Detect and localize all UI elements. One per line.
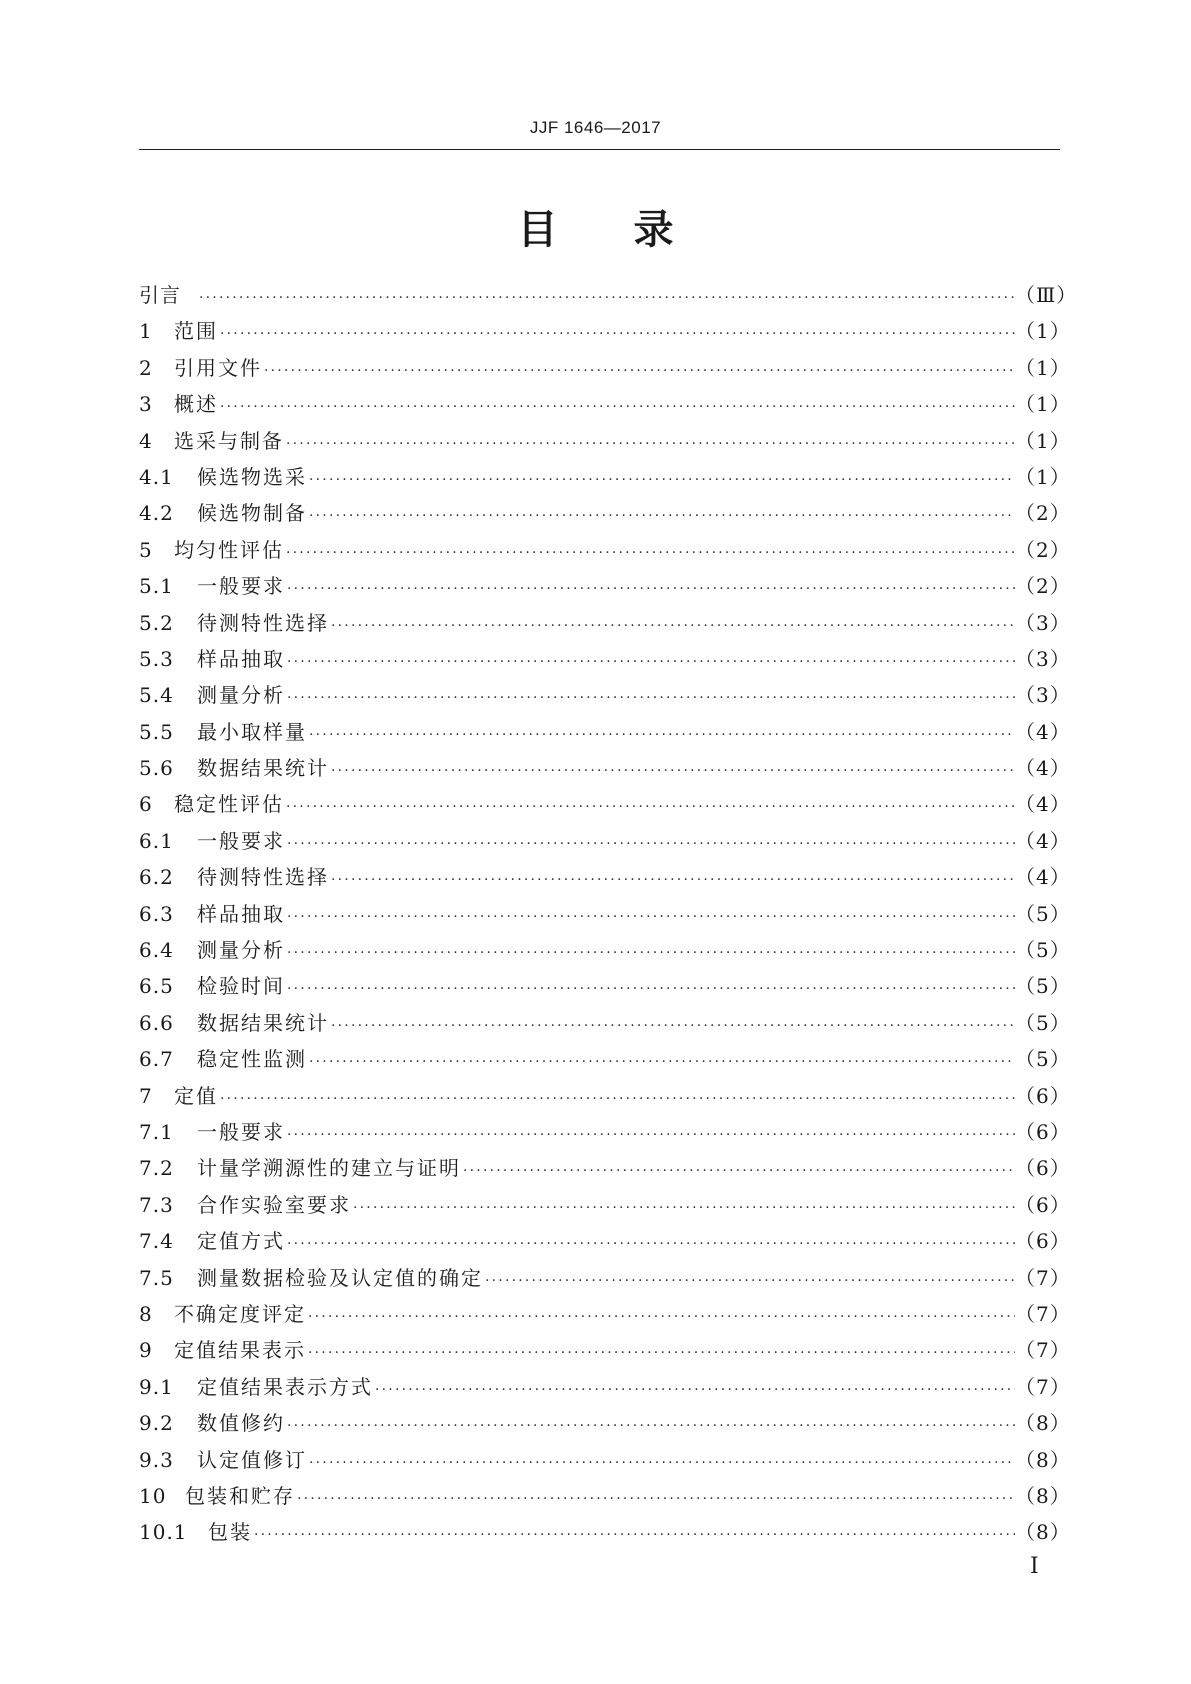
toc-entry-number: 6.3 [139, 901, 174, 926]
toc-entry[interactable] [139, 752, 1071, 788]
toc-entry-number: 5 [139, 537, 153, 562]
toc-leader-dots [285, 581, 1015, 597]
toc-entry[interactable] [139, 898, 1071, 934]
toc-entry-number: 6.4 [139, 938, 174, 963]
header-divider [139, 149, 1060, 150]
toc-leader-dots [284, 799, 1015, 815]
toc-entry-title: 概述 [174, 392, 218, 417]
toc-entry-page: （6） [1015, 1192, 1071, 1217]
toc-leader-dots [197, 290, 1015, 306]
toc-entry-number: 4.2 [139, 501, 174, 526]
toc-entry[interactable] [139, 607, 1071, 643]
toc-leader-dots [461, 1163, 1015, 1179]
toc-leader-dots [306, 1309, 1015, 1325]
toc-leader-dots [307, 1054, 1015, 1070]
toc-entry[interactable] [139, 934, 1071, 970]
toc-entry-page: （1） [1015, 355, 1071, 380]
toc-entry-page: （5） [1015, 938, 1071, 963]
toc-entry-number: 5.5 [139, 719, 174, 744]
toc-entry[interactable] [139, 1516, 1071, 1552]
toc-entry-page: （8） [1015, 1520, 1071, 1545]
toc-entry-title: 一般要求 [197, 574, 285, 599]
toc-entry[interactable] [139, 679, 1071, 715]
toc-entry[interactable] [139, 970, 1071, 1006]
page-title: 目录 [517, 207, 750, 253]
toc-entry-page: （2） [1015, 501, 1071, 526]
toc-entry[interactable] [139, 1225, 1071, 1261]
toc-leader-dots [218, 326, 1015, 342]
toc-entry[interactable] [139, 1080, 1071, 1116]
toc-entry-title: 待测特性选择 [197, 610, 329, 635]
toc-entry-number: 1 [139, 319, 153, 344]
toc-leader-dots [218, 1091, 1015, 1107]
toc-entry[interactable] [139, 1298, 1071, 1334]
toc-entry-number: 7.5 [139, 1265, 174, 1290]
toc-entry[interactable] [139, 1262, 1071, 1298]
toc-entry-page: （1） [1015, 428, 1071, 453]
toc-entry[interactable] [139, 643, 1071, 679]
toc-entry[interactable] [139, 1334, 1071, 1370]
toc-entry-number: 7 [139, 1083, 153, 1108]
toc-entry-title: 计量学溯源性的建立与证明 [197, 1156, 461, 1181]
toc-entry-page: （3） [1015, 646, 1071, 671]
toc-entry[interactable] [139, 861, 1071, 897]
toc-entry-number: 10 [139, 1483, 167, 1508]
toc-entry[interactable] [139, 497, 1071, 533]
toc-entry-number: 4.1 [139, 464, 174, 489]
toc-leader-dots [306, 1345, 1015, 1361]
toc-leader-dots [483, 1273, 1015, 1289]
toc-entry-number: 4 [139, 428, 153, 453]
toc-entry-page: （7） [1015, 1338, 1071, 1363]
toc-entry-page: （7） [1015, 1301, 1071, 1326]
toc-entry-title: 均匀性评估 [174, 537, 284, 562]
toc-entry-page: （3） [1015, 683, 1071, 708]
toc-entry-title: 稳定性评估 [174, 792, 284, 817]
toc-entry[interactable] [139, 1116, 1071, 1152]
toc-leader-dots [329, 763, 1015, 779]
toc-entry-number: 5.4 [139, 683, 174, 708]
toc-entry-title: 测量数据检验及认定值的确定 [197, 1265, 483, 1290]
toc-entry-number: 5.6 [139, 756, 174, 781]
toc-entry-page: （4） [1015, 865, 1071, 890]
toc-entry-page: （7） [1015, 1374, 1071, 1399]
toc-entry-title: 数据结果统计 [197, 1010, 329, 1035]
toc-leader-dots [285, 981, 1015, 997]
toc-entry[interactable] [139, 1189, 1071, 1225]
toc-entry[interactable] [139, 825, 1071, 861]
toc-entry[interactable] [139, 1152, 1071, 1188]
toc-entry-number: 9.2 [139, 1411, 174, 1436]
toc-entry-page: （2） [1015, 537, 1071, 562]
toc-entry[interactable] [139, 1444, 1071, 1480]
toc-entry-page: （Ⅲ） [1015, 283, 1078, 307]
toc-entry-number: 3 [139, 392, 153, 417]
toc-entry-number: 5.1 [139, 574, 174, 599]
toc-entry-page: （8） [1015, 1447, 1071, 1472]
toc-leader-dots [307, 1455, 1015, 1471]
toc-leader-dots [285, 836, 1015, 852]
toc-entry-title: 不确定度评定 [174, 1301, 306, 1326]
toc-entry-title: 数据结果统计 [197, 756, 329, 781]
toc-entry-number: 5.3 [139, 646, 174, 671]
toc-entry-title: 引用文件 [174, 355, 262, 380]
toc-entry[interactable] [139, 461, 1071, 497]
toc-entry-page: （2） [1015, 574, 1071, 599]
toc-leader-dots [307, 508, 1015, 524]
toc-leader-dots [295, 1491, 1015, 1507]
toc-entry-number: 6.7 [139, 1047, 174, 1072]
toc-entry[interactable] [139, 1371, 1071, 1407]
toc-entry-title: 最小取样量 [197, 719, 307, 744]
toc-leader-dots [285, 945, 1015, 961]
toc-entry-title: 认定值修订 [197, 1447, 307, 1472]
toc-entry-number: 6 [139, 792, 153, 817]
toc-entry[interactable] [139, 1043, 1071, 1079]
toc-entry-title: 测量分析 [197, 938, 285, 963]
toc-entry-title: 稳定性监测 [197, 1047, 307, 1072]
toc-entry-title: 检验时间 [197, 974, 285, 999]
toc-entry-title: 定值结果表示 [174, 1338, 306, 1363]
toc-entry-title: 定值结果表示方式 [197, 1374, 373, 1399]
toc-entry-number: 9 [139, 1338, 153, 1363]
toc-leader-dots [285, 1127, 1015, 1143]
toc-entry-number: 7.3 [139, 1192, 174, 1217]
toc-leader-dots [285, 1236, 1015, 1252]
toc-entry-title: 包装和贮存 [185, 1483, 295, 1508]
toc-entry-title: 候选物选采 [197, 464, 307, 489]
toc-leader-dots [307, 472, 1015, 488]
toc-entry-page: （5） [1015, 974, 1071, 999]
toc-leader-dots [329, 872, 1015, 888]
toc-leader-dots [285, 1418, 1015, 1434]
toc-entry-title: 样品抽取 [197, 901, 285, 926]
toc-entry[interactable] [139, 352, 1071, 388]
toc-entry-number: 10.1 [139, 1520, 188, 1545]
toc-leader-dots [284, 545, 1015, 561]
toc-leader-dots [262, 363, 1015, 379]
toc-entry-page: （7） [1015, 1265, 1071, 1290]
toc-entry-number: 2 [139, 355, 153, 380]
toc-entry[interactable] [139, 570, 1071, 606]
toc-entry-title: 定值方式 [197, 1229, 285, 1254]
document-code-header: JJF 1646—2017 [529, 118, 662, 137]
toc-entry-title: 定值 [174, 1083, 218, 1108]
toc-entry-number: 9.3 [139, 1447, 174, 1472]
toc-entry-title: 一般要求 [197, 828, 285, 853]
toc-entry-page: （6） [1015, 1119, 1071, 1144]
toc-entry-page: （8） [1015, 1483, 1071, 1508]
toc-entry-page: （1） [1015, 319, 1071, 344]
toc-entry-title: 样品抽取 [197, 646, 285, 671]
toc-entry[interactable] [139, 279, 1078, 315]
toc-leader-dots [329, 1018, 1015, 1034]
table-of-contents [139, 279, 1078, 1553]
toc-entry-title: 数值修约 [197, 1411, 285, 1436]
toc-entry-title: 测量分析 [197, 683, 285, 708]
toc-leader-dots [373, 1382, 1015, 1398]
toc-entry-page: （6） [1015, 1083, 1071, 1108]
toc-entry-title: 包装 [208, 1520, 252, 1545]
toc-leader-dots [285, 654, 1015, 670]
toc-entry[interactable] [139, 388, 1071, 424]
toc-entry[interactable] [139, 315, 1071, 351]
toc-entry-number: 7.2 [139, 1156, 174, 1181]
toc-entry[interactable] [139, 1480, 1071, 1516]
toc-leader-dots [252, 1527, 1015, 1543]
toc-leader-dots [285, 690, 1015, 706]
toc-entry-page: （1） [1015, 392, 1071, 417]
toc-entry-page: （8） [1015, 1411, 1071, 1436]
toc-leader-dots [285, 909, 1015, 925]
toc-entry-title: 一般要求 [197, 1119, 285, 1144]
toc-entry-number: 6.5 [139, 974, 174, 999]
toc-leader-dots [284, 436, 1015, 452]
toc-entry-title: 待测特性选择 [197, 865, 329, 890]
toc-entry-page: （1） [1015, 464, 1071, 489]
toc-entry-number: 6.1 [139, 828, 174, 853]
toc-leader-dots [329, 618, 1015, 634]
toc-entry-number: 5.2 [139, 610, 174, 635]
toc-leader-dots [307, 727, 1015, 743]
toc-leader-dots [351, 1200, 1015, 1216]
toc-entry-page: （5） [1015, 901, 1071, 926]
toc-entry-title: 合作实验室要求 [197, 1192, 351, 1217]
toc-entry-title: 范围 [174, 319, 218, 344]
toc-entry-page: （3） [1015, 610, 1071, 635]
toc-leader-dots [218, 399, 1015, 415]
toc-entry-page: （4） [1015, 719, 1071, 744]
toc-entry-page: （5） [1015, 1047, 1071, 1072]
toc-entry-number: 8 [139, 1301, 153, 1326]
page-number: I [1030, 1554, 1039, 1579]
toc-entry[interactable] [139, 425, 1071, 461]
toc-entry-page: （5） [1015, 1010, 1071, 1035]
toc-entry[interactable] [139, 1407, 1071, 1443]
toc-entry-number: 6.2 [139, 865, 174, 890]
toc-entry-number: 7.1 [139, 1119, 174, 1144]
toc-entry-number: 引言 [139, 283, 181, 307]
toc-entry-page: （4） [1015, 828, 1071, 853]
toc-entry-number: 9.1 [139, 1374, 174, 1399]
toc-entry-number: 6.6 [139, 1010, 174, 1035]
toc-entry[interactable] [139, 788, 1071, 824]
toc-entry-title: 选采与制备 [174, 428, 284, 453]
toc-entry-page: （4） [1015, 792, 1071, 817]
toc-entry-page: （6） [1015, 1156, 1071, 1181]
toc-entry[interactable] [139, 534, 1071, 570]
toc-entry-title: 候选物制备 [197, 501, 307, 526]
toc-entry-page: （4） [1015, 756, 1071, 781]
toc-entry[interactable] [139, 716, 1071, 752]
toc-entry-number: 7.4 [139, 1229, 174, 1254]
toc-entry[interactable] [139, 1007, 1071, 1043]
toc-entry-page: （6） [1015, 1229, 1071, 1254]
